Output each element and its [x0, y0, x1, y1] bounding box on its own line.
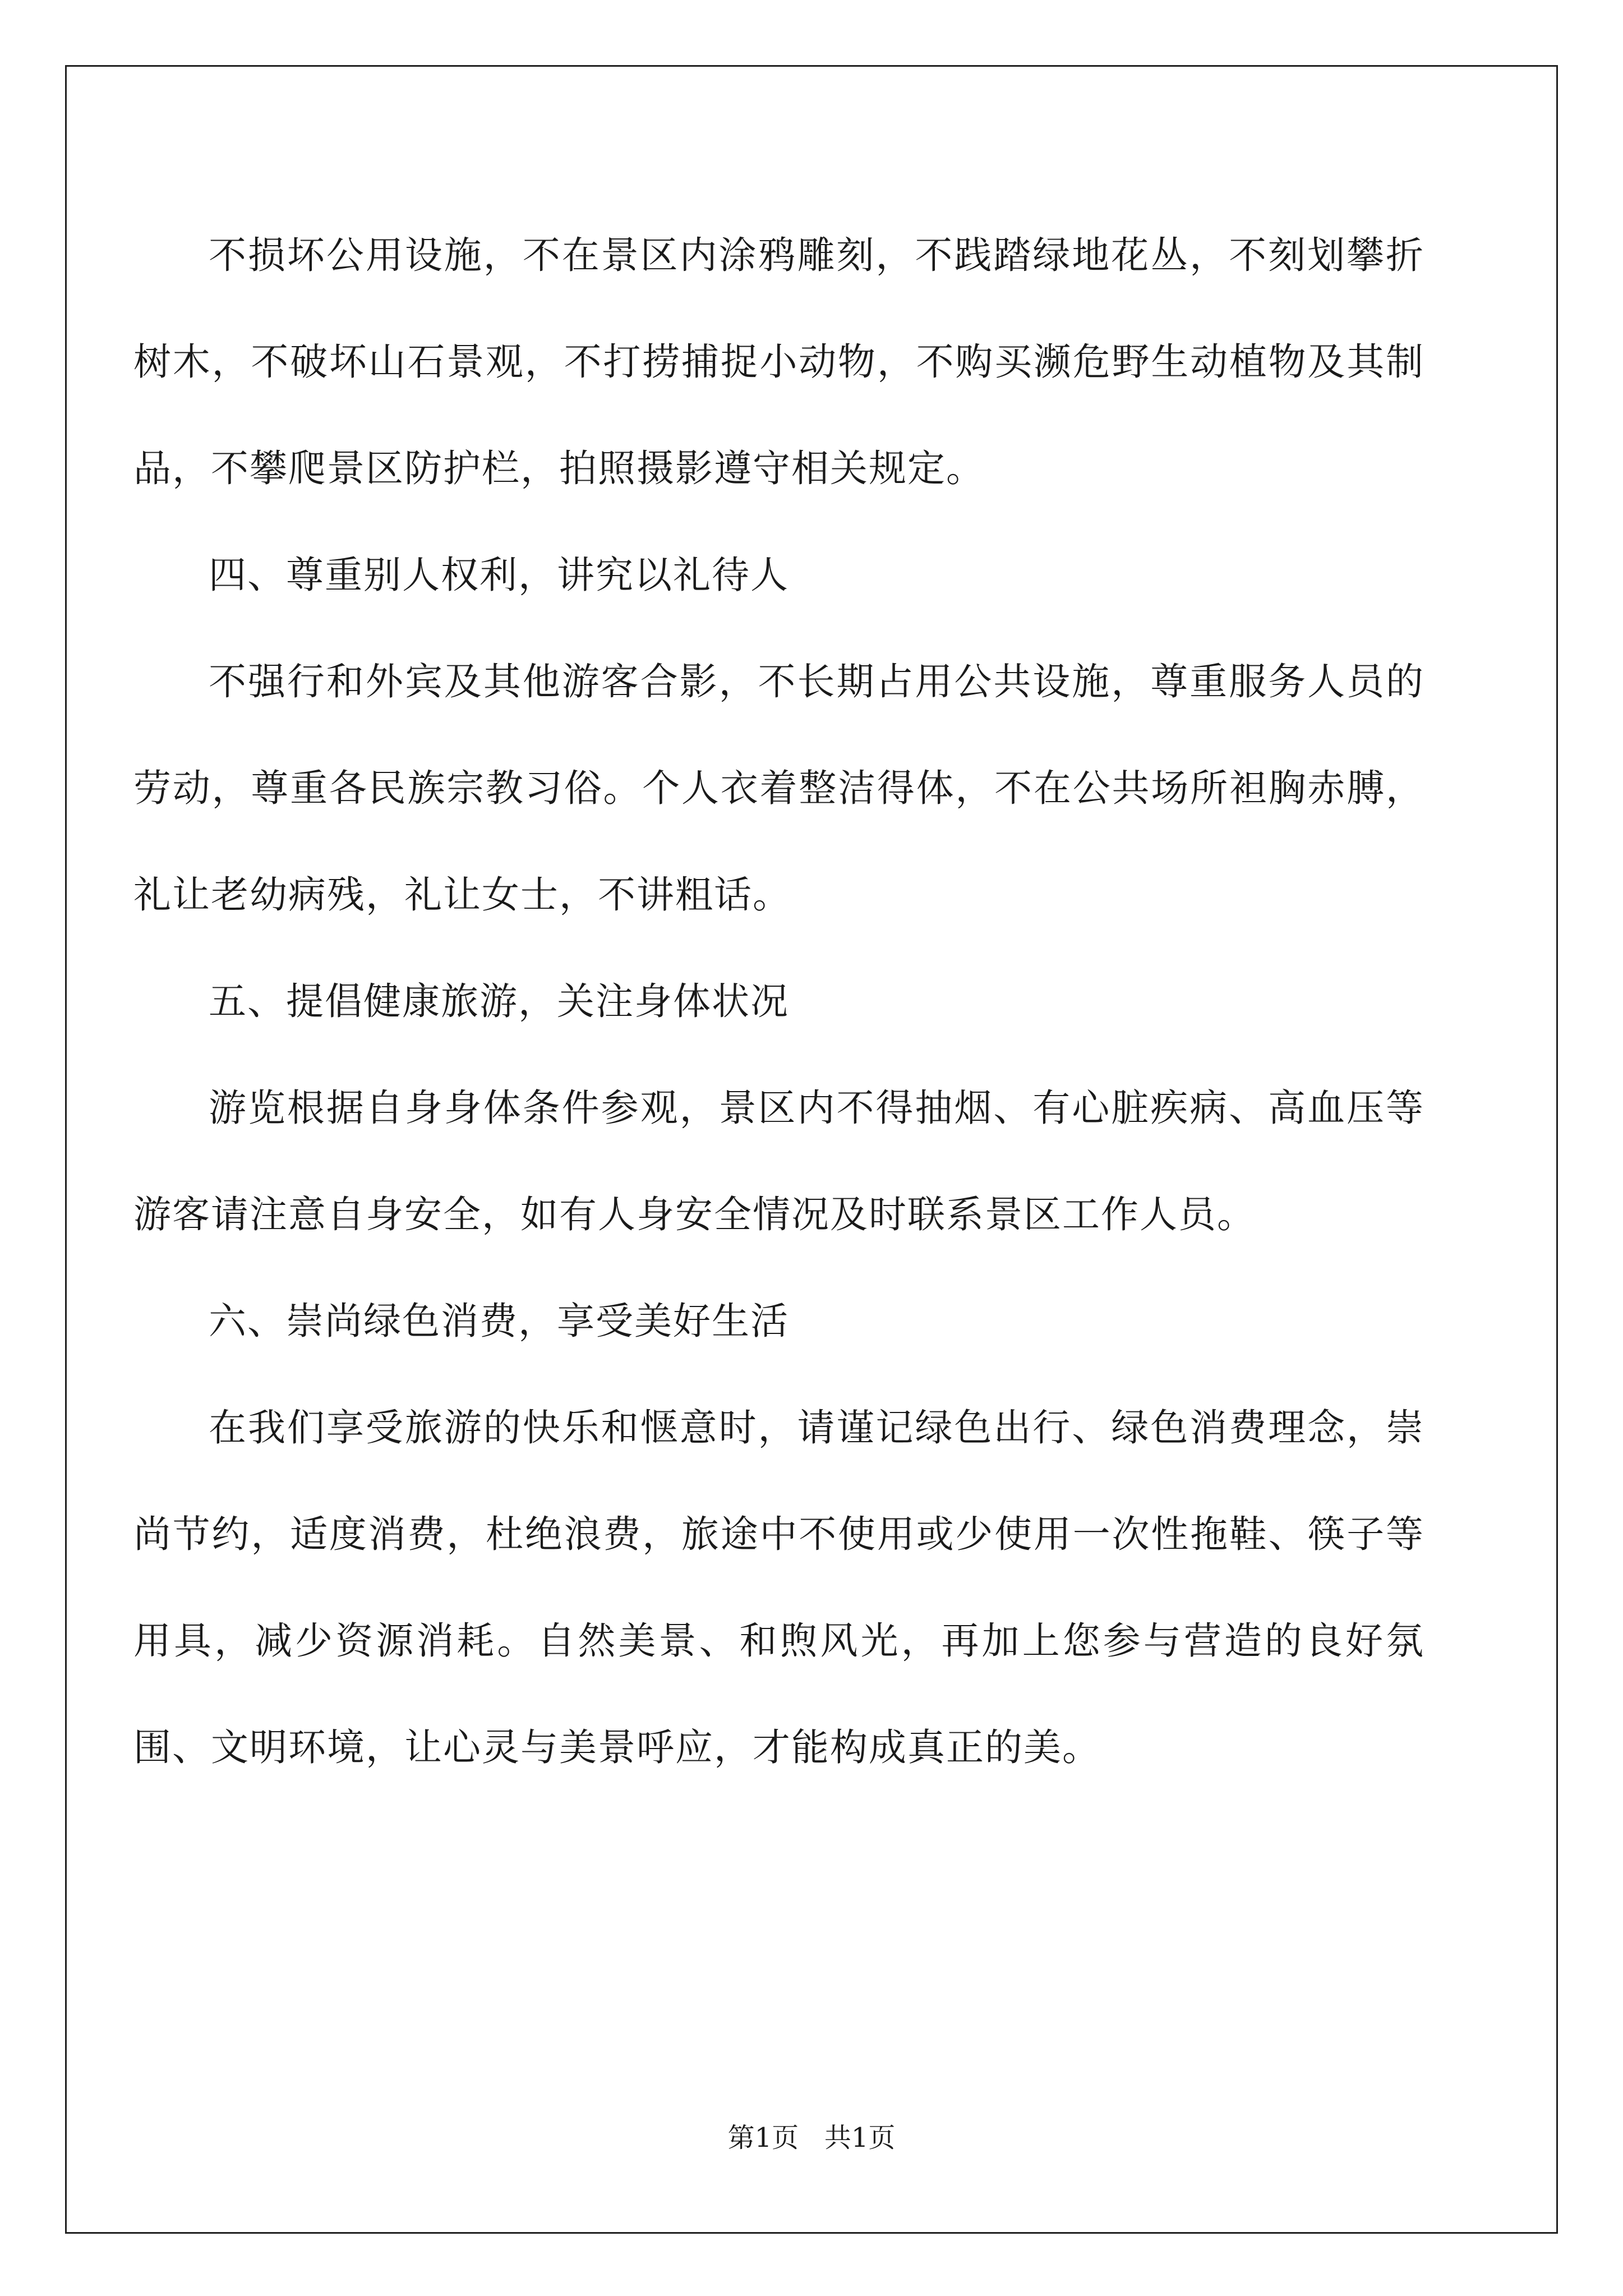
page-number-footer: 第1页 共1页 [727, 2122, 896, 2154]
paragraph-respect-others: 不强行和外宾及其他游客合影，不长期占用公共设施，尊重服务人员的劳动，尊重各民族宗教习俗。个人衣着整洁得体，不在公共场所袒胸赤膊，礼让老幼病残，礼让女士，不讲粗话。 [133, 660, 1424, 917]
paragraph-green-consumption: 在我们享受旅游的快乐和惬意时，请谨记绿色出行、绿色消费理念，崇尚节约，适度消费，杜绝浪费，旅途中不使用或少使用一次性拖鞋、筷子等用具，减少资源消耗。自然美景、和煦风光，再加上您参与营造的良好氛围、文明环境，让心灵与美景呼应，才能构成真正的美。 [133, 1406, 1424, 1769]
document-body [133, 202, 1424, 1801]
paragraph-health: 游览根据自身身体条件参观，景区内不得抽烟、有心脏疾病、高血压等游客请注意自身安全，如有人身安全情况及时联系景区工作人员。 [133, 1086, 1424, 1236]
section-heading-green-consumption: 六、崇尚绿色消费，享受美好生活 [209, 1299, 789, 1343]
section-heading-healthy-travel: 五、提倡健康旅游，关注身体状况 [209, 979, 789, 1023]
paragraph-protect-facilities: 不损坏公用设施，不在景区内涂鸦雕刻，不践踏绿地花丛，不刻划攀折树木，不破坏山石景观，不打捞捕捉小动物，不购买濒危野生动植物及其制品，不攀爬景区防护栏，拍照摄影遵守相关规定。 [133, 233, 1424, 490]
section-heading-respect-rights: 四、尊重别人权利，讲究以礼待人 [209, 553, 789, 597]
